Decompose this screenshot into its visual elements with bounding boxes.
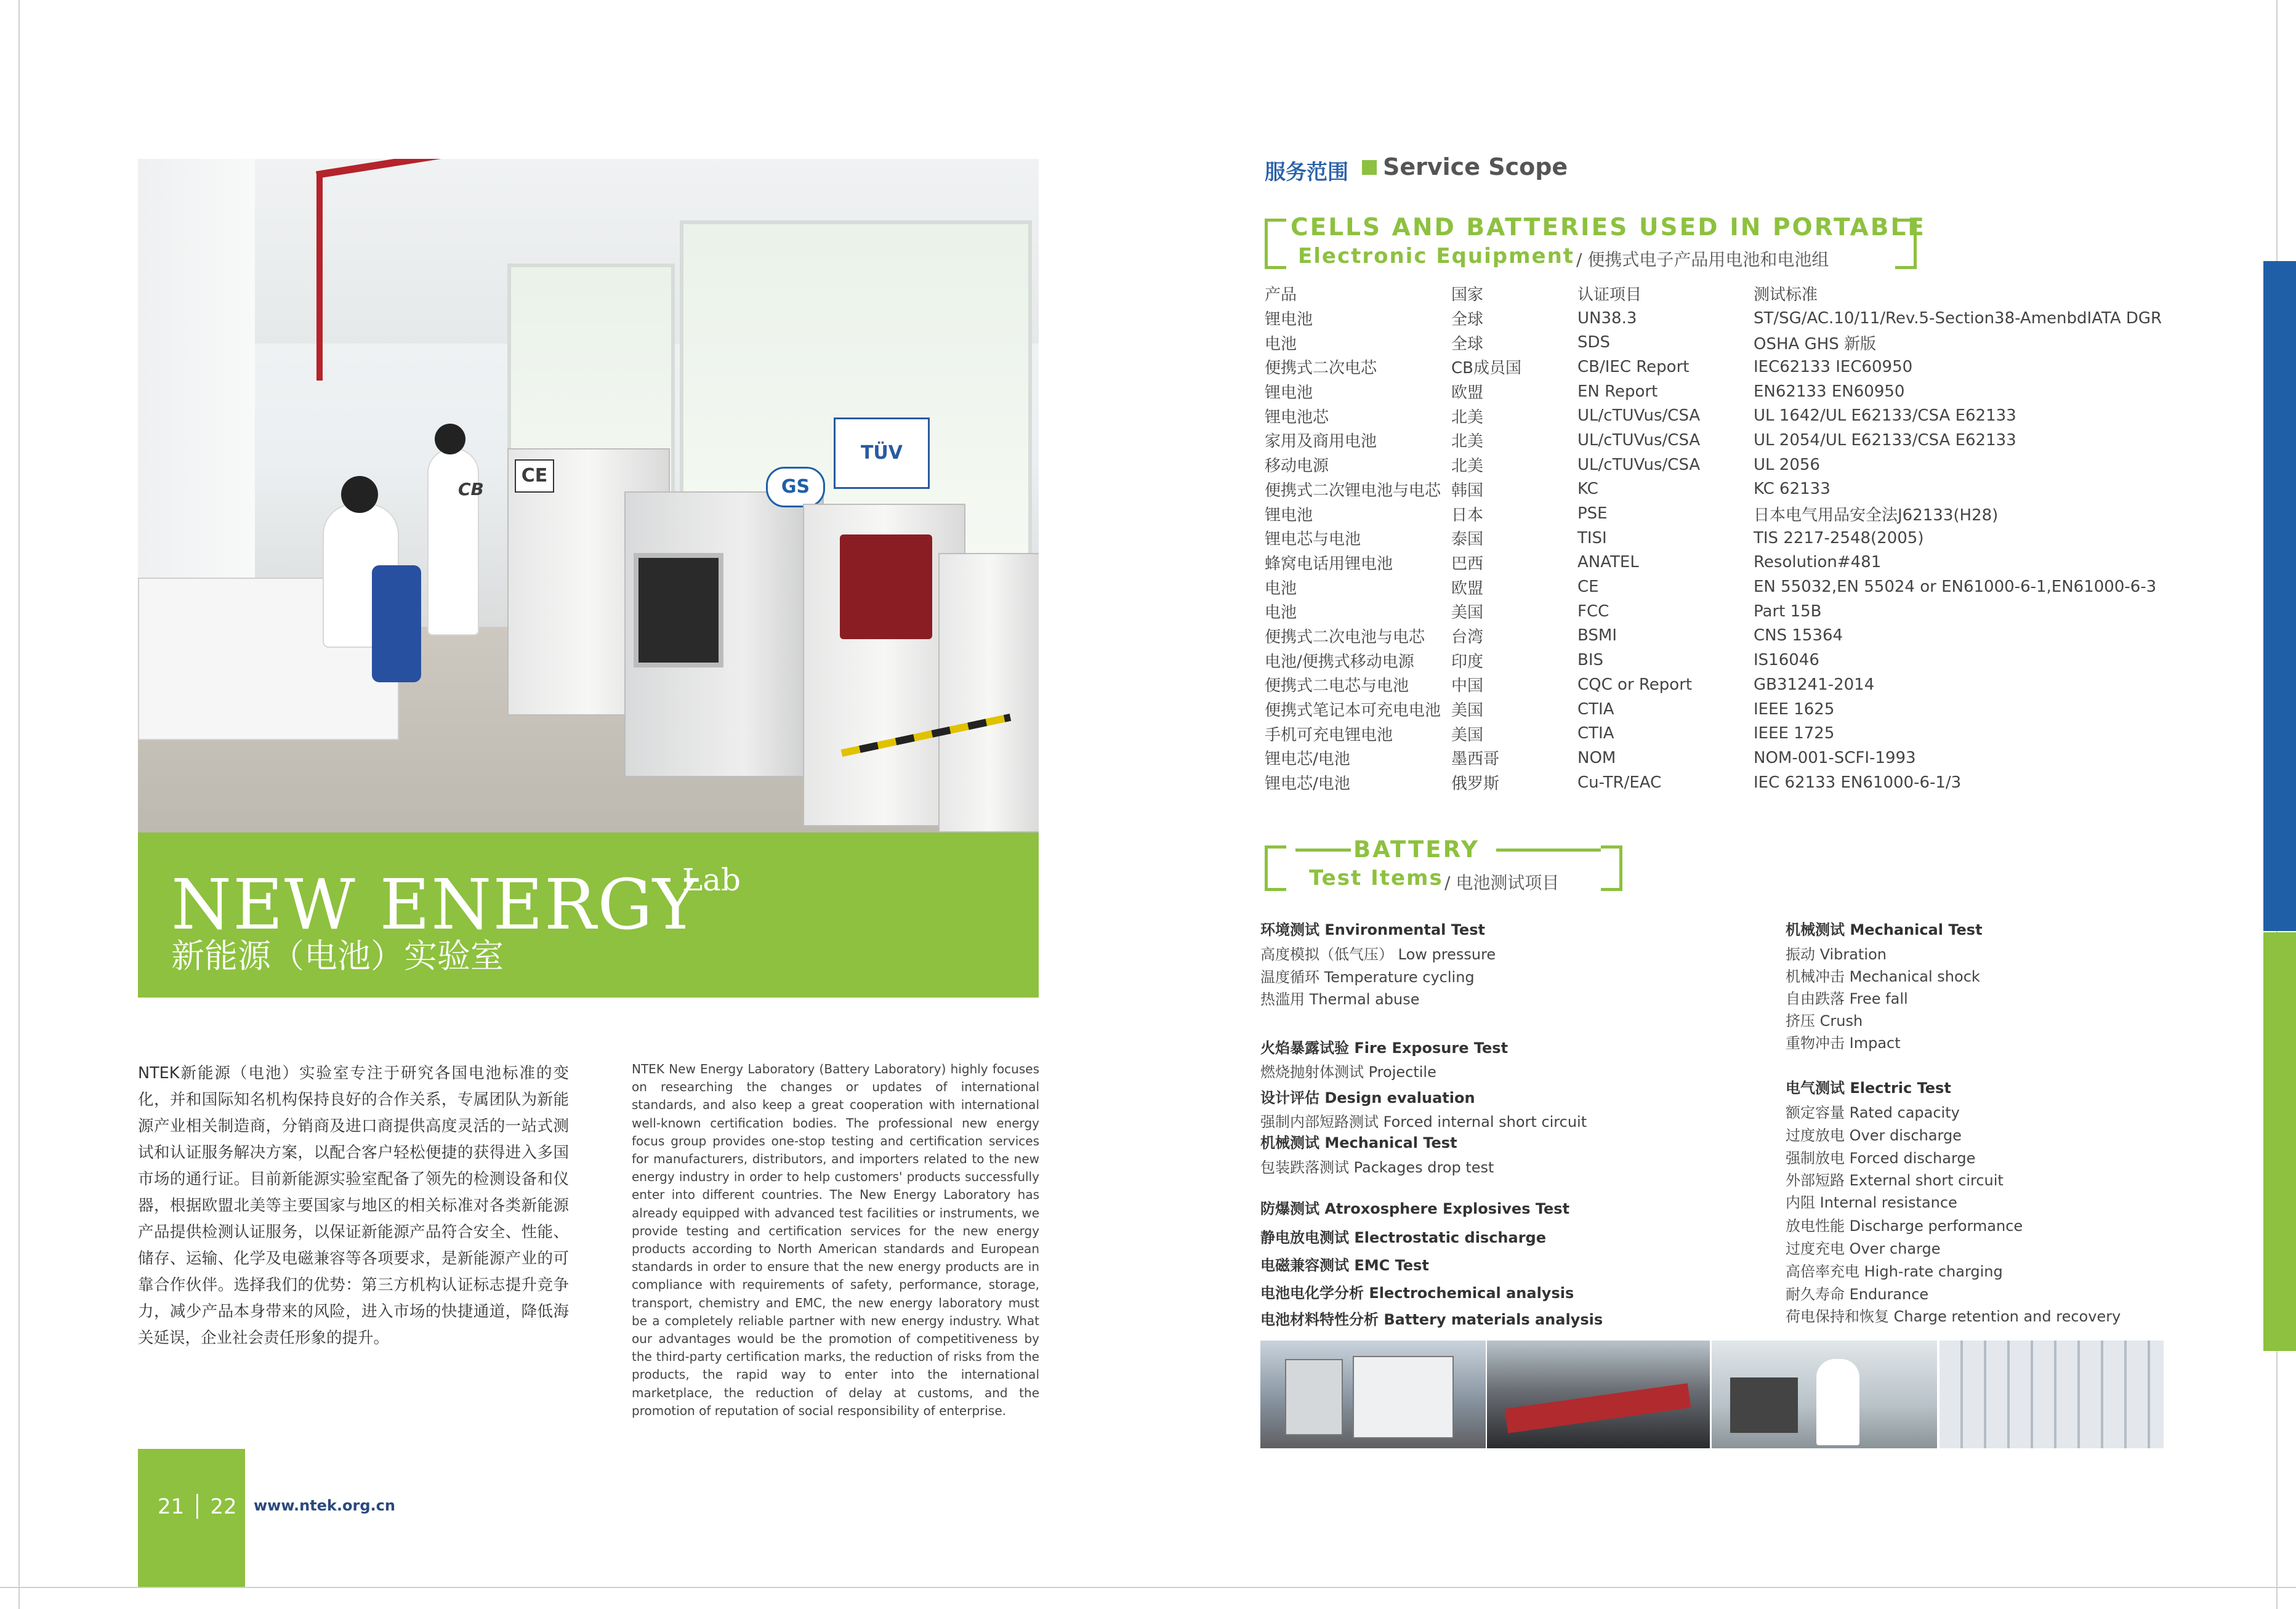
table-cell: FCC xyxy=(1577,602,1609,621)
table-cell: KC xyxy=(1577,480,1598,499)
table-cell: 便携式二次电池与电芯 xyxy=(1265,627,1425,647)
table-cell: BIS xyxy=(1577,651,1604,670)
table-cell: UL 2056 xyxy=(1754,455,1820,474)
equipment-photo-2 xyxy=(1487,1341,1710,1448)
page-title-suffix: Lab xyxy=(682,862,741,898)
table-cell: 台湾 xyxy=(1451,627,1484,647)
intro-paragraph-en: NTEK New Energy Laboratory (Battery Laboratory) highly focuses on researching the changes or updates of international standards, and also keep a great cooperation with international well-known certification bodies. The professional new energy focus group provides one-stop testing and certification services for manufacturers, distributors, and importers related to the new energy industry in order to help customers' products successfully enter into different countries. The New Energy Laboratory has already equipped with advanced test facilities or instruments, we provide testing and certification services for the new energy products according to North American standards and European standards in order to ensure that the new energy products are in compliance with requirements of safety, performance, storage, transport, chemistry and EMC, the new energy laboratory must be a completely reliable partner with new energy industry. What our advantages would be the promotion of competitiveness by the third-party certification marks, the reduction of risks from the products, the rapid way to enter into the international marketplace, the reduction of delay at customs, and the promotion of reputation of social responsibility of enterprise. xyxy=(632,1062,1039,1418)
side-bar-blue xyxy=(2263,261,2296,931)
table-cell: CNS 15364 xyxy=(1754,626,1843,645)
table-cell: 全球 xyxy=(1451,310,1484,329)
table-header-cell: 测试标准 xyxy=(1754,286,1818,305)
test-cabinet xyxy=(938,553,1039,833)
design-heading: 设计评估 Design evaluation xyxy=(1260,1089,1475,1107)
table-cell: 泰国 xyxy=(1451,530,1484,549)
env-item: 热滥用 Thermal abuse xyxy=(1260,991,1420,1008)
table-row xyxy=(1265,428,2162,453)
table-cell: 移动电源 xyxy=(1265,457,1329,476)
table-cell: Part 15B xyxy=(1754,602,1822,621)
side-bar-green xyxy=(2263,932,2296,1351)
table-cell: KC 62133 xyxy=(1754,480,1831,499)
table-row xyxy=(1265,697,2162,722)
equipment-photo-4 xyxy=(1940,1341,2164,1448)
table-cell: Resolution#481 xyxy=(1754,553,1882,572)
elec-item: 放电性能 Discharge performance xyxy=(1786,1217,2023,1235)
mech-item: 自由跌落 Free fall xyxy=(1786,990,1908,1007)
table-cell: IS16046 xyxy=(1754,651,1819,670)
table-cell: 北美 xyxy=(1451,408,1484,427)
elec-item: 额定容量 Rated capacity xyxy=(1786,1104,1960,1121)
table-row xyxy=(1265,721,2162,746)
env-item: 高度模拟（低气压） Low pressure xyxy=(1260,946,1496,963)
table-cell: 欧盟 xyxy=(1451,579,1484,598)
table-cell: ST/SG/AC.10/11/Rev.5-Section38-AmenbdIATA DGR xyxy=(1754,308,2162,328)
table-cell: 美国 xyxy=(1451,701,1484,720)
table-cell: 便携式笔记本可充电电池 xyxy=(1265,701,1441,720)
table-row xyxy=(1265,746,2162,770)
table-cell: UL/cTUVus/CSA xyxy=(1577,406,1701,425)
table-row xyxy=(1265,550,2162,575)
battery-heading: BATTERY xyxy=(1353,836,1480,863)
table-cell: IEC 62133 EN61000-6-1/3 xyxy=(1754,773,1962,792)
battery-subheading-cn: / 电池测试项目 xyxy=(1444,873,1560,893)
control-panel xyxy=(840,534,932,639)
env-item: 温度循环 Temperature cycling xyxy=(1260,969,1475,986)
mech-heading-left: 机械测试 Mechanical Test xyxy=(1260,1134,1457,1151)
mech-item: 振动 Vibration xyxy=(1786,946,1887,963)
table-row xyxy=(1265,501,2162,526)
elec-item: 耐久寿命 Endurance xyxy=(1786,1286,1929,1303)
table-cell: CE xyxy=(1577,578,1599,597)
table-cell: NOM xyxy=(1577,748,1616,767)
elec-item: 高倍率充电 High-rate charging xyxy=(1786,1263,2003,1280)
table-cell: TIS 2217-2548(2005) xyxy=(1754,528,1924,547)
table-row xyxy=(1265,672,2162,697)
table-cell: 中国 xyxy=(1451,677,1484,696)
table-cell: 锂电池 xyxy=(1265,310,1313,329)
table-cell: GB31241-2014 xyxy=(1754,675,1875,694)
equipment-photo-3 xyxy=(1712,1341,1937,1448)
table-cell: 美国 xyxy=(1451,725,1484,744)
table-cell: EN Report xyxy=(1577,382,1658,401)
table-cell: 墨西哥 xyxy=(1451,750,1500,769)
table-cell: 电池/便携式移动电源 xyxy=(1265,652,1414,671)
table-cell: 北美 xyxy=(1451,432,1484,451)
section-label-cn: 服务范围 xyxy=(1265,160,1348,185)
ce-sign: CE xyxy=(515,459,554,493)
elec-item: 过度放电 Over discharge xyxy=(1786,1127,1962,1144)
table-cell: 蜂窝电话用锂电池 xyxy=(1265,554,1393,573)
elec-item: 外部短路 External short circuit xyxy=(1786,1172,2004,1189)
table-row xyxy=(1265,330,2162,355)
table-cell: PSE xyxy=(1577,504,1608,523)
cells-heading: CELLS AND BATTERIES USED IN PORTABLE xyxy=(1291,214,1926,241)
table-cell: EN 55032,EN 55024 or EN61000-6-1,EN61000-6-3 xyxy=(1754,578,2157,597)
table-cell: 锂电芯与电池 xyxy=(1265,530,1361,549)
page-title-cn: 新能源（电池）实验室 xyxy=(171,937,504,975)
table-header-cell: 产品 xyxy=(1265,286,1297,305)
table-cell: Cu-TR/EAC xyxy=(1577,773,1662,792)
table-cell: 锂电芯/电池 xyxy=(1265,775,1350,794)
table-cell: 锂电芯/电池 xyxy=(1265,750,1350,769)
fire-item: 燃烧抛射体测试 Projectile xyxy=(1260,1063,1436,1081)
table-cell: CTIA xyxy=(1577,700,1614,719)
battery-bracket-left xyxy=(1265,845,1286,891)
table-cell: 北美 xyxy=(1451,457,1484,476)
cells-subheading-cn: / 便携式电子产品用电池和电池组 xyxy=(1576,249,1829,270)
explosion-heading: 防爆测试 Atroxosphere Explosives Test xyxy=(1260,1200,1570,1217)
elec-heading: 电气测试 Electric Test xyxy=(1786,1079,1951,1097)
table-cell: 巴西 xyxy=(1451,554,1484,573)
table-row xyxy=(1265,477,2162,502)
page-frame-line-left xyxy=(18,0,20,1609)
section-label-en: Service Scope xyxy=(1383,153,1568,180)
echem-heading: 电池电化学分析 Electrochemical analysis xyxy=(1260,1284,1574,1302)
table-cell: IEEE 1625 xyxy=(1754,700,1835,719)
table-cell: SDS xyxy=(1577,333,1611,352)
table-cell: EN62133 EN60950 xyxy=(1754,382,1905,401)
page-title: NEW ENERGY xyxy=(171,865,699,945)
table-cell: 便携式二次锂电池与电芯 xyxy=(1265,481,1441,500)
table-row xyxy=(1265,648,2162,672)
table-cell: IEC62133 IEC60950 xyxy=(1754,357,1913,376)
cb-sign: CB xyxy=(458,479,484,499)
heading-bracket-left xyxy=(1265,219,1286,269)
page-numbers: 21 │ 22 xyxy=(158,1494,237,1519)
mech-heading-right: 机械测试 Mechanical Test xyxy=(1786,921,1983,938)
table-cell: UN38.3 xyxy=(1577,308,1637,328)
esd-heading: 静电放电测试 Electrostatic discharge xyxy=(1260,1229,1547,1246)
table-header-cell: 国家 xyxy=(1451,286,1484,305)
table-cell: 家用及商用电池 xyxy=(1265,432,1377,451)
table-cell: UL 2054/UL E62133/CSA E62133 xyxy=(1754,430,2016,450)
table-row xyxy=(1265,379,2162,404)
elec-item: 荷电保持和恢复 Charge retention and recovery xyxy=(1786,1308,2121,1325)
gs-sign: GS xyxy=(766,467,825,507)
table-row xyxy=(1265,306,2162,331)
table-cell: UL/cTUVus/CSA xyxy=(1577,430,1701,450)
table-cell: OSHA GHS 新版 xyxy=(1754,334,1877,353)
table-cell: 韩国 xyxy=(1451,481,1484,500)
table-cell: CTIA xyxy=(1577,724,1614,743)
table-cell: IEEE 1725 xyxy=(1754,724,1835,743)
mech-item: 机械冲击 Mechanical shock xyxy=(1786,968,1980,985)
emc-heading: 电磁兼容测试 EMC Test xyxy=(1260,1257,1429,1274)
fire-test-heading: 火焰暴露试验 Fire Exposure Test xyxy=(1260,1039,1509,1057)
table-cell: UL/cTUVus/CSA xyxy=(1577,455,1701,474)
table-cell: 印度 xyxy=(1451,652,1484,671)
table-cell: 电池 xyxy=(1265,603,1297,623)
table-cell: CQC or Report xyxy=(1577,675,1693,694)
table-header-cell: 认证项目 xyxy=(1577,286,1642,305)
table-cell: 锂电池芯 xyxy=(1265,408,1329,427)
section-square-icon xyxy=(1362,160,1377,175)
table-row xyxy=(1265,599,2162,624)
table-row xyxy=(1265,355,2162,379)
table-cell: BSMI xyxy=(1577,626,1617,645)
table-cell: 欧盟 xyxy=(1451,384,1484,403)
tuv-sign: TÜV xyxy=(834,417,930,489)
mech-item: 挤压 Crush xyxy=(1786,1012,1863,1030)
table-cell: 手机可充电锂电池 xyxy=(1265,725,1393,744)
certification-table xyxy=(1265,281,2162,794)
table-cell: 俄罗斯 xyxy=(1451,775,1500,794)
table-cell: UL 1642/UL E62133/CSA E62133 xyxy=(1754,406,2016,425)
lab-photo xyxy=(138,159,1039,833)
table-row xyxy=(1265,575,2162,599)
intro-paragraph-cn: NTEK新能源（电池）实验室专注于研究各国电池标准的变化，并和国际知名机构保持良好的合作关系，专属团队为新能源产业相关制造商，分销商及进口商提供高度灵活的一站式测试和认证服务解决方案，以配合客户轻松便捷的获得进入多国市场的通行证。目前新能源实验室配备了领先的检测设备和仪器，根据欧盟北美等主要国家与地区的相关标准对各类新能源产品提供检测认证服务，以保证新能源产品符合安全、性能、储存、运输、化学及电磁兼容等各项要求，是新能源产业的可靠合作伙伴。选择我们的优势：第三方机构认证标志提升竞争力，减少产品本身带来的风险，进入市场的快捷通道，降低海关延误，企业社会责任形象的提升。 xyxy=(138,1064,569,1347)
mech-item: 重物冲击 Impact xyxy=(1786,1034,1901,1052)
table-header-row xyxy=(1265,281,2162,306)
table-cell: 电池 xyxy=(1265,334,1297,353)
table-row xyxy=(1265,526,2162,550)
battery-subheading: Test Items xyxy=(1309,866,1443,890)
website-link[interactable]: www.ntek.org.cn xyxy=(254,1497,395,1514)
table-cell: 锂电池 xyxy=(1265,384,1313,403)
table-cell: 美国 xyxy=(1451,603,1484,623)
table-cell: TISI xyxy=(1577,528,1607,547)
technician-standing xyxy=(427,448,479,635)
page-frame-left xyxy=(0,1587,2296,1588)
table-cell: 电池 xyxy=(1265,579,1297,598)
table-row xyxy=(1265,453,2162,477)
table-cell: NOM-001-SCFI-1993 xyxy=(1754,748,1916,767)
cells-subheading: Electronic Equipment xyxy=(1298,244,1575,268)
elec-item: 过度充电 Over charge xyxy=(1786,1240,1941,1257)
table-cell: CB成员国 xyxy=(1451,359,1521,378)
chair xyxy=(372,565,421,682)
table-row xyxy=(1265,770,2162,795)
table-cell: 锂电池 xyxy=(1265,506,1313,525)
table-row xyxy=(1265,624,2162,648)
material-heading: 电池材料特性分析 Battery materials analysis xyxy=(1260,1311,1603,1328)
elec-item: 内阻 Internal resistance xyxy=(1786,1194,1957,1211)
design-item: 强制内部短路测试 Forced internal short circuit xyxy=(1260,1113,1587,1131)
equipment-photo-1 xyxy=(1260,1341,1486,1448)
table-cell: 便携式二电芯与电池 xyxy=(1265,677,1409,696)
table-row xyxy=(1265,403,2162,428)
mech-item-left: 包装跌落测试 Packages drop test xyxy=(1260,1159,1494,1176)
table-cell: 全球 xyxy=(1451,334,1484,353)
table-cell: ANATEL xyxy=(1577,553,1639,572)
table-cell: 日本电气用品安全法J62133(H28) xyxy=(1754,506,1999,525)
table-cell: 便携式二次电芯 xyxy=(1265,359,1377,378)
battery-bracket-right xyxy=(1601,845,1622,891)
elec-item: 强制放电 Forced discharge xyxy=(1786,1150,1976,1167)
env-test-heading: 环境测试 Environmental Test xyxy=(1260,921,1485,938)
table-cell: CB/IEC Report xyxy=(1577,357,1690,376)
table-cell: 日本 xyxy=(1451,506,1484,525)
